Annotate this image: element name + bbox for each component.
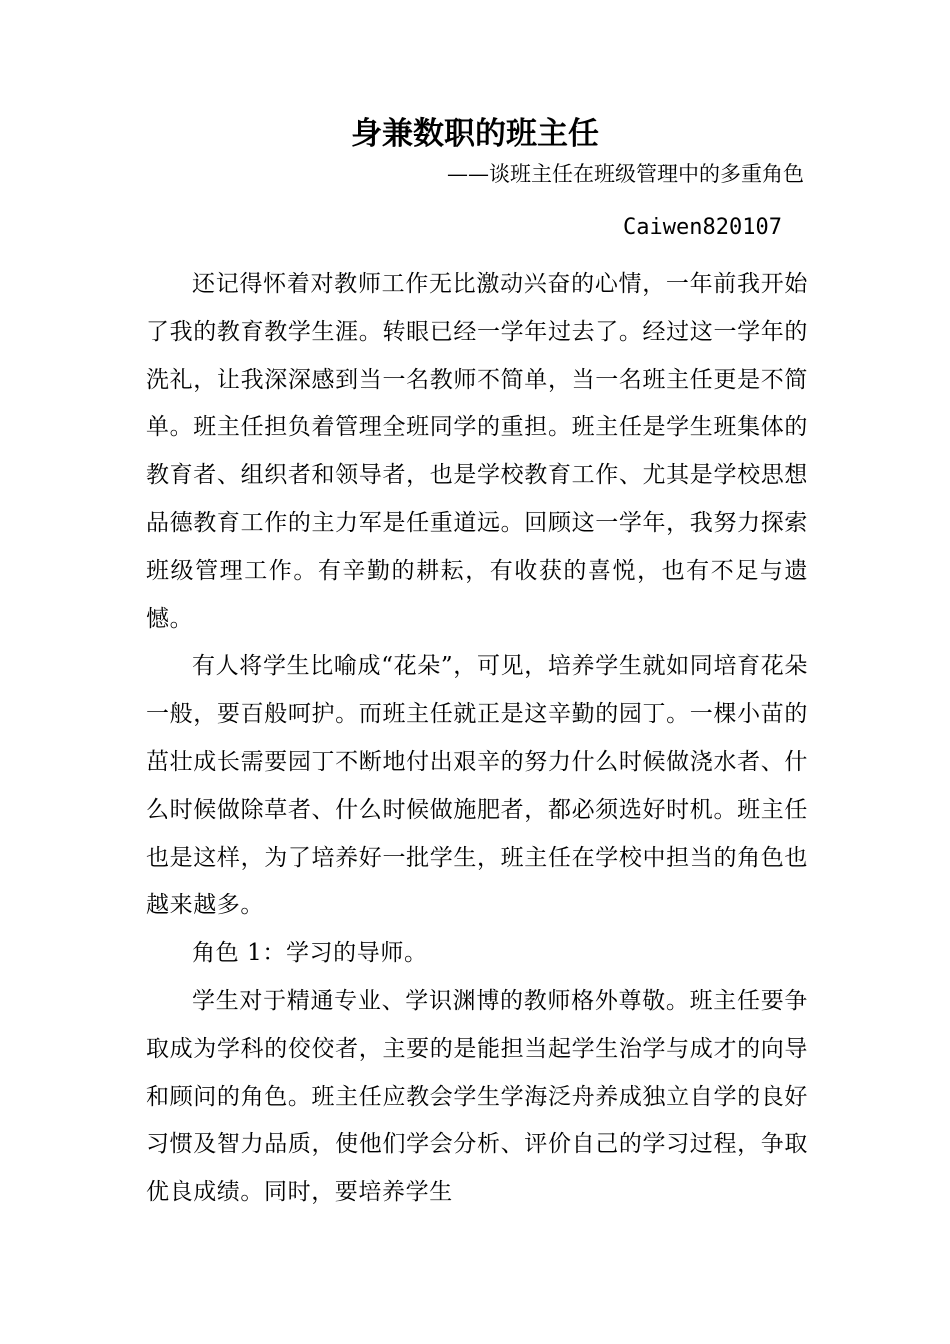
paragraph-intro: 还记得怀着对教师工作无比激动兴奋的心情，一年前我开始了我的教育教学生涯。转眼已经一学年过去了。经过这一学年的洗礼，让我深深感到当一名教师不简单，当一名班主任更是不简单。班主任担负着管理全班同学的重担。班主任是学生班集体的教育者、组织者和领导者，也是学校教育工作、尤其是学校思想品德教育工作的主力军是任重道远。回顾这一学年，我努力探索班级管理工作。有辛勤的耕耘，有收获的喜悦，也有不足与遗憾。 bbox=[146, 271, 808, 632]
document-title: 身兼数职的班主任 bbox=[351, 116, 599, 152]
document-subtitle: ——谈班主任在班级管理中的多重角色 bbox=[447, 162, 804, 186]
author-name: Caiwen820107 bbox=[623, 215, 782, 240]
paragraph-role-heading: 角色 1：学习的导师。 bbox=[192, 940, 428, 967]
paragraph-gardener: 有人将学生比喻成“花朵”，可见，培养学生就如同培育花朵一般，要百般呵护。而班主任就正是这辛勤的园丁。一棵小苗的茁壮成长需要园丁不断地付出艰辛的努力什么时候做浇水者、什么时候做除草者、什么时候做施肥者，都必须选好时机。班主任也是这样，为了培养好一批学生，班主任在学校中担当的角色也越来越多。 bbox=[146, 653, 808, 919]
paragraph-role-mentor: 学生对于精通专业、学识渊博的教师格外尊敬。班主任要争取成为学科的佼佼者，主要的是能担当起学生治学与成才的向导和顾问的角色。班主任应教会学生学海泛舟养成独立自学的良好习惯及智力品质，使他们学会分析、评价自己的学习过程，争取优良成绩。同时，要培养学生 bbox=[146, 987, 808, 1206]
document-body bbox=[146, 261, 808, 1217]
